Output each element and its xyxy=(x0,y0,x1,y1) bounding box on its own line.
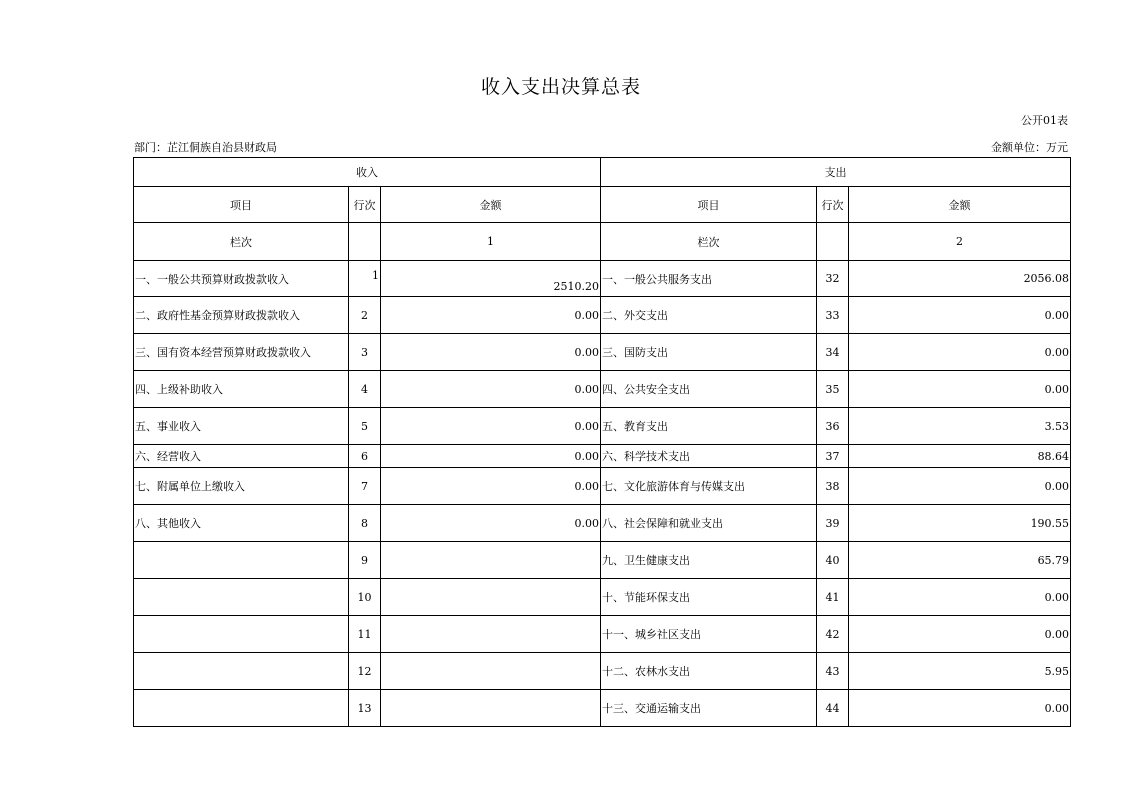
income-amount-cell: 0.00 xyxy=(381,334,601,371)
income-item-cell: 三、国有资本经营预算财政拨款收入 xyxy=(134,334,349,371)
income-amount-cell: 0.00 xyxy=(381,371,601,408)
income-line-cell: 12 xyxy=(349,653,381,690)
income-amount-cell: 0.00 xyxy=(381,445,601,468)
income-item-cell: 八、其他收入 xyxy=(134,505,349,542)
expense-item-cell: 十二、农林水支出 xyxy=(601,653,817,690)
income-item-header: 项目 xyxy=(134,187,349,223)
income-line-cell: 13 xyxy=(349,690,381,727)
income-line-cell: 8 xyxy=(349,505,381,542)
income-line-cell: 4 xyxy=(349,371,381,408)
expense-item-cell: 十三、交通运输支出 xyxy=(601,690,817,727)
income-amount-cell: 0.00 xyxy=(381,505,601,542)
expense-line-cell: 41 xyxy=(817,579,849,616)
expense-amount-header: 金额 xyxy=(849,187,1071,223)
expense-item-cell: 十一、城乡社区支出 xyxy=(601,616,817,653)
expense-line-cell: 39 xyxy=(817,505,849,542)
expense-amount-cell: 88.64 xyxy=(849,445,1071,468)
expense-amount-cell: 0.00 xyxy=(849,371,1071,408)
income-amount-cell xyxy=(381,542,601,579)
income-line-header: 行次 xyxy=(349,187,381,223)
income-item-cell: 二、政府性基金预算财政拨款收入 xyxy=(134,297,349,334)
expense-item-cell: 一、一般公共服务支出 xyxy=(601,261,817,297)
income-item-cell xyxy=(134,690,349,727)
expense-item-header: 项目 xyxy=(601,187,817,223)
expense-amount-cell: 190.55 xyxy=(849,505,1071,542)
expense-item-cell: 二、外交支出 xyxy=(601,297,817,334)
expense-amount-cell: 0.00 xyxy=(849,616,1071,653)
income-line-cell: 6 xyxy=(349,445,381,468)
income-line-cell: 3 xyxy=(349,334,381,371)
table-row xyxy=(134,261,1071,297)
income-section-header: 收入 xyxy=(134,158,601,187)
income-line-cell: 11 xyxy=(349,616,381,653)
income-item-cell: 一、一般公共预算财政拨款收入 xyxy=(134,261,349,297)
income-line-cell: 2 xyxy=(349,297,381,334)
expense-item-cell: 三、国防支出 xyxy=(601,334,817,371)
table-row xyxy=(134,408,1071,445)
expense-line-cell: 42 xyxy=(817,616,849,653)
income-amount-cell xyxy=(381,616,601,653)
income-item-cell: 六、经营收入 xyxy=(134,445,349,468)
income-item-cell: 五、事业收入 xyxy=(134,408,349,445)
expense-item-cell: 四、公共安全支出 xyxy=(601,371,817,408)
expense-section-header: 支出 xyxy=(601,158,1071,187)
income-expense-table xyxy=(133,157,1071,727)
expense-line-cell: 37 xyxy=(817,445,849,468)
income-item-cell xyxy=(134,579,349,616)
expense-line-header: 行次 xyxy=(817,187,849,223)
table-row xyxy=(134,371,1071,408)
income-amount-cell: 0.00 xyxy=(381,297,601,334)
expense-item-cell: 六、科学技术支出 xyxy=(601,445,817,468)
expense-amount-cell: 5.95 xyxy=(849,653,1071,690)
income-item-cell xyxy=(134,616,349,653)
expense-amount-cell: 0.00 xyxy=(849,690,1071,727)
income-amount-cell xyxy=(381,579,601,616)
income-line-cell: 9 xyxy=(349,542,381,579)
income-item-cell xyxy=(134,542,349,579)
expense-line-cell: 35 xyxy=(817,371,849,408)
income-column-label: 栏次 xyxy=(134,223,349,261)
table-row xyxy=(134,616,1071,653)
expense-line-cell: 34 xyxy=(817,334,849,371)
expense-line-empty xyxy=(817,223,849,261)
income-amount-cell xyxy=(381,653,601,690)
expense-column-label: 栏次 xyxy=(601,223,817,261)
income-column-number: 1 xyxy=(381,223,601,261)
expense-line-cell: 44 xyxy=(817,690,849,727)
income-item-cell: 七、附属单位上缴收入 xyxy=(134,468,349,505)
income-amount-cell xyxy=(381,690,601,727)
table-row xyxy=(134,445,1071,468)
income-line-cell: 5 xyxy=(349,408,381,445)
expense-line-cell: 33 xyxy=(817,297,849,334)
expense-item-cell: 十、节能环保支出 xyxy=(601,579,817,616)
table-row xyxy=(134,468,1071,505)
form-number: 公开01表 xyxy=(1021,114,1068,127)
income-amount-cell: 2510.20 xyxy=(381,261,601,297)
expense-amount-cell: 0.00 xyxy=(849,468,1071,505)
income-line-cell: 7 xyxy=(349,468,381,505)
expense-item-cell: 八、社会保障和就业支出 xyxy=(601,505,817,542)
expense-item-cell: 九、卫生健康支出 xyxy=(601,542,817,579)
income-line-empty xyxy=(349,223,381,261)
expense-amount-cell: 0.00 xyxy=(849,297,1071,334)
income-line-cell: 1 xyxy=(349,261,381,297)
department-label: 部门：芷江侗族自治县财政局 xyxy=(134,141,277,154)
income-amount-header: 金额 xyxy=(381,187,601,223)
table-row xyxy=(134,690,1071,727)
expense-line-cell: 43 xyxy=(817,653,849,690)
expense-line-cell: 32 xyxy=(817,261,849,297)
expense-amount-cell: 2056.08 xyxy=(849,261,1071,297)
expense-amount-cell: 3.53 xyxy=(849,408,1071,445)
income-line-cell: 10 xyxy=(349,579,381,616)
table-row xyxy=(134,334,1071,371)
table-row xyxy=(134,297,1071,334)
expense-line-cell: 40 xyxy=(817,542,849,579)
expense-item-cell: 七、文化旅游体育与传媒支出 xyxy=(601,468,817,505)
expense-amount-cell: 65.79 xyxy=(849,542,1071,579)
expense-line-cell: 36 xyxy=(817,408,849,445)
table-row xyxy=(134,653,1071,690)
page-title: 收入支出决算总表 xyxy=(480,76,641,98)
column-number-row xyxy=(134,223,1071,261)
income-amount-cell: 0.00 xyxy=(381,468,601,505)
table-row xyxy=(134,579,1071,616)
table-row xyxy=(134,542,1071,579)
income-item-cell: 四、上级补助收入 xyxy=(134,371,349,408)
unit-label: 金额单位：万元 xyxy=(991,141,1068,154)
table-row xyxy=(134,505,1071,542)
expense-amount-cell: 0.00 xyxy=(849,334,1071,371)
expense-column-number: 2 xyxy=(849,223,1071,261)
expense-amount-cell: 0.00 xyxy=(849,579,1071,616)
income-item-cell xyxy=(134,653,349,690)
expense-line-cell: 38 xyxy=(817,468,849,505)
income-amount-cell: 0.00 xyxy=(381,408,601,445)
expense-item-cell: 五、教育支出 xyxy=(601,408,817,445)
column-header-row xyxy=(134,187,1071,223)
section-header-row xyxy=(134,158,1071,187)
